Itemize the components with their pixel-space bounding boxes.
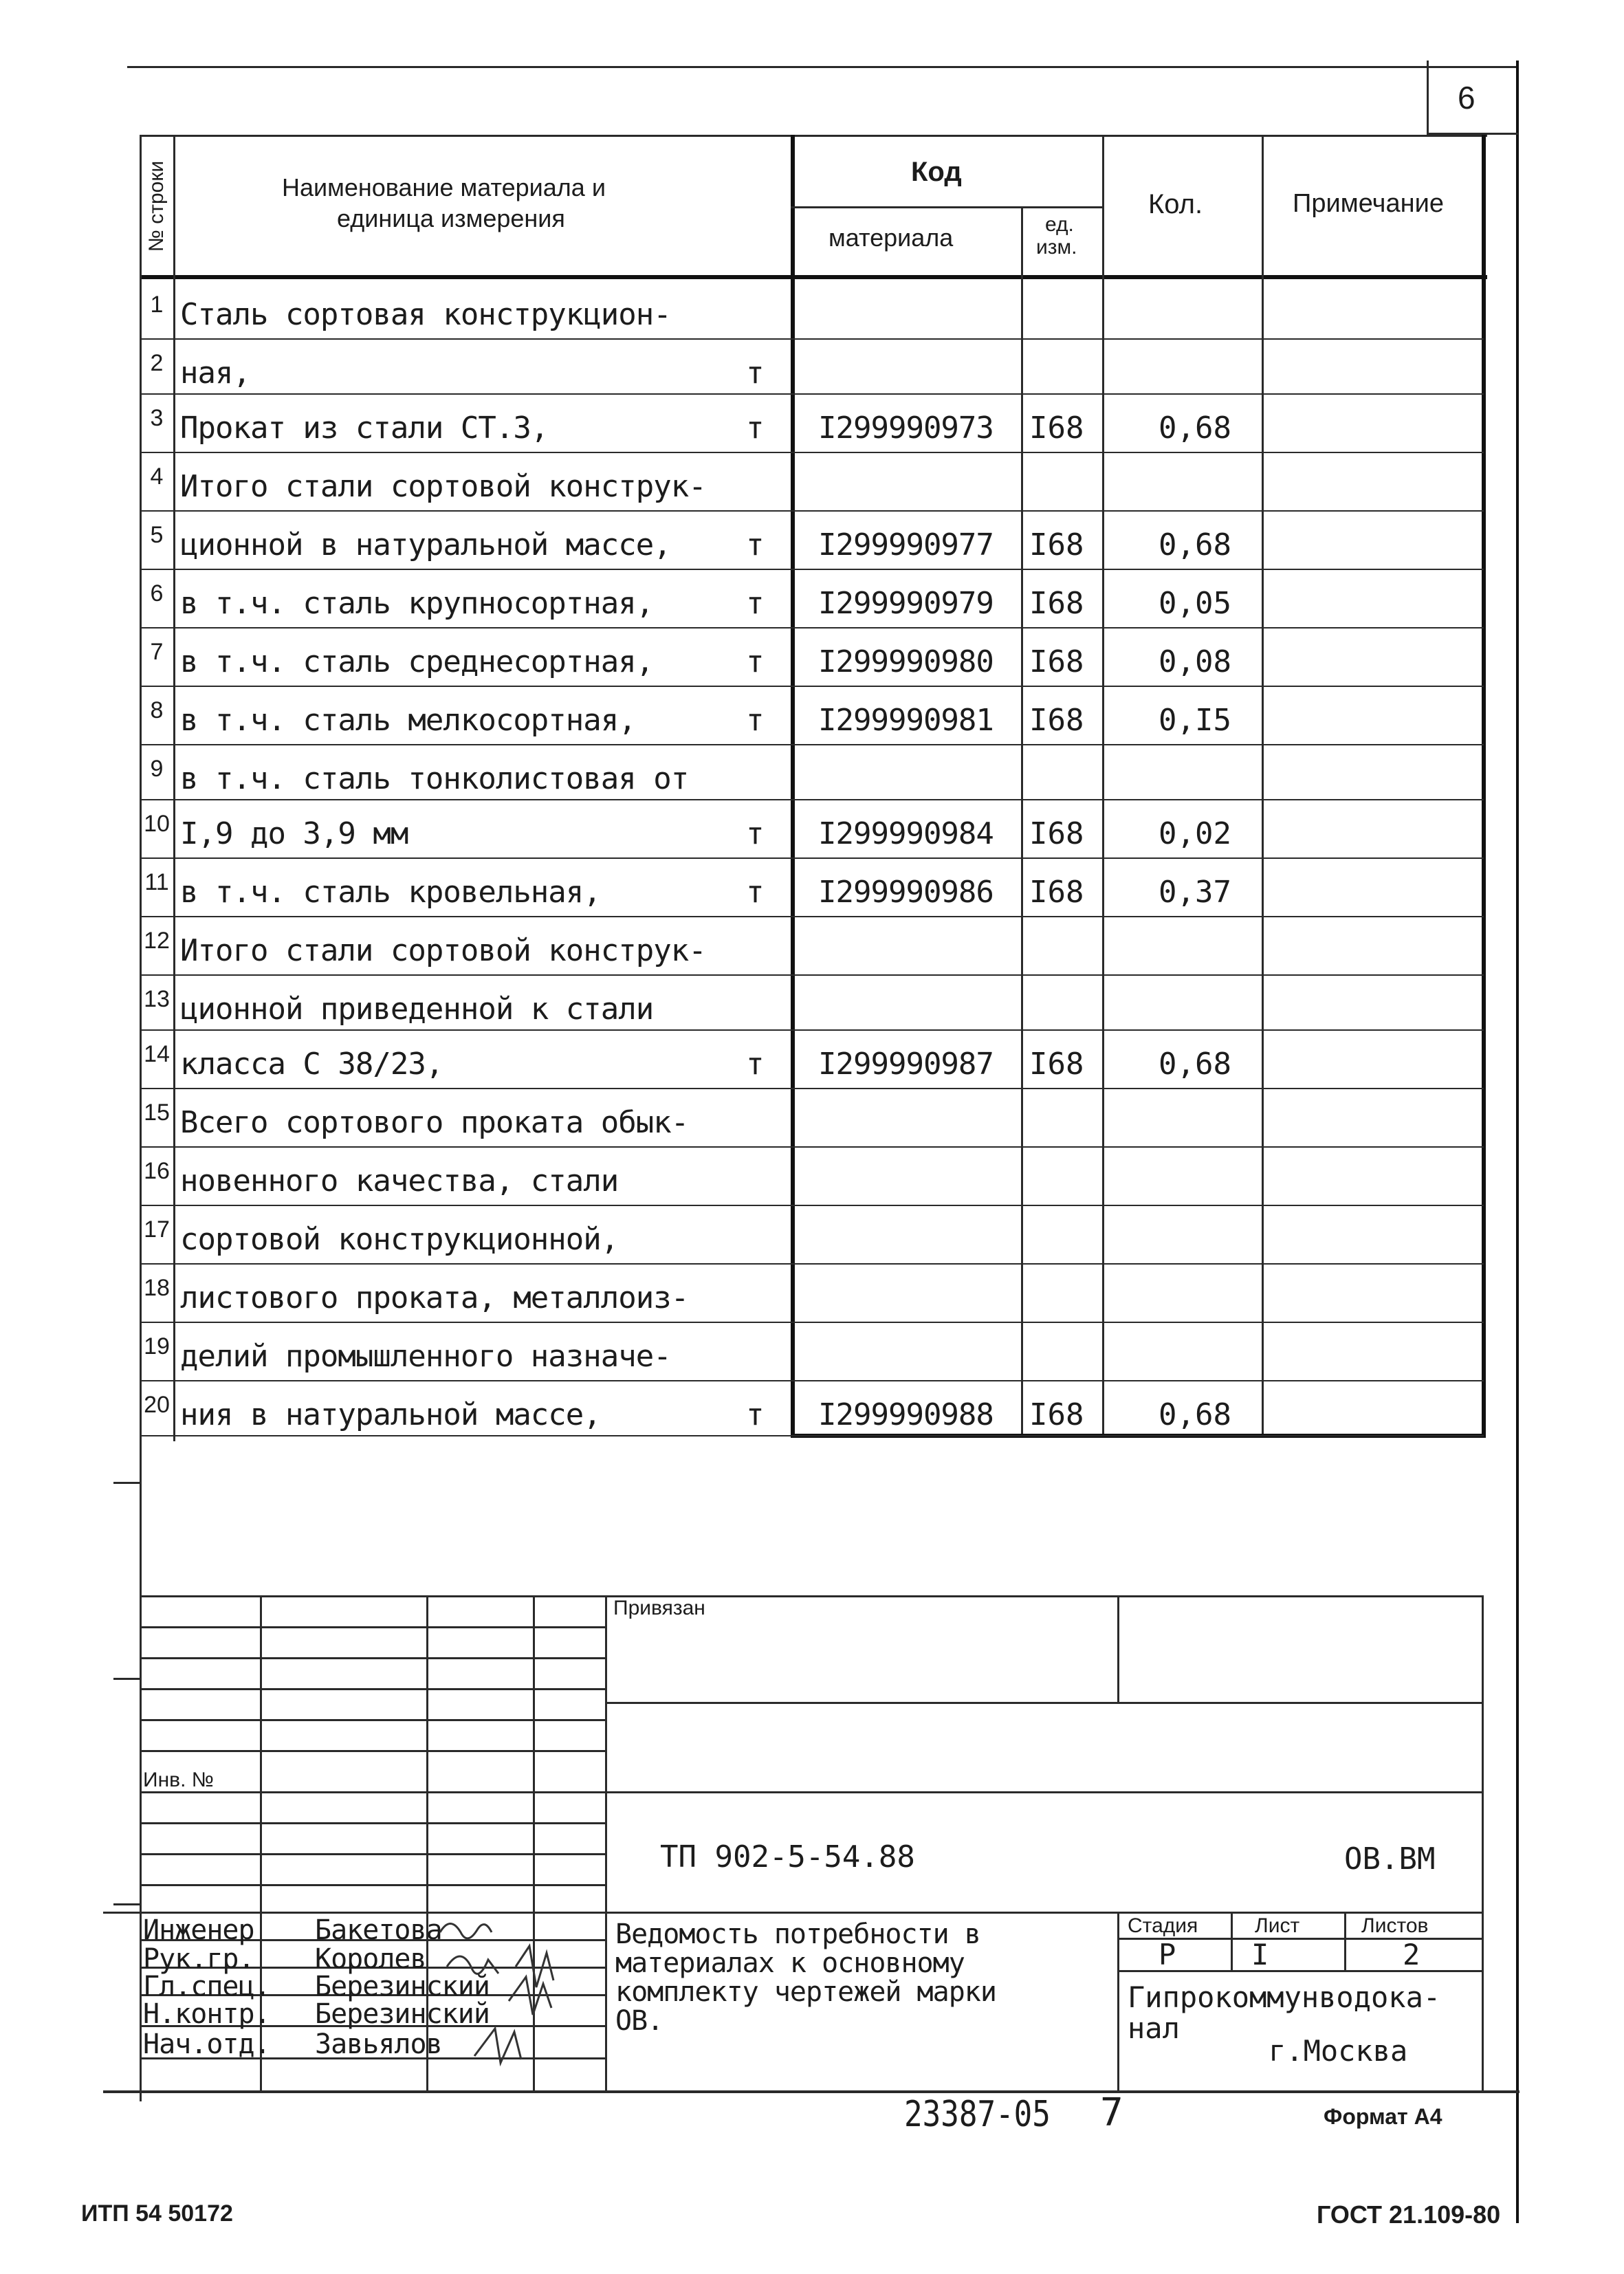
margin-tick-3 — [113, 1903, 141, 1905]
signature-name: Завьялов — [315, 2029, 442, 2060]
header-bottom-line — [140, 275, 1487, 279]
header-qty: Кол. — [1148, 189, 1203, 219]
signature-role: Гл.спец. — [143, 1971, 270, 2002]
org-city: г.Москва — [1269, 2034, 1408, 2068]
row-separator — [140, 1146, 1484, 1148]
signature-scribbles — [413, 1905, 619, 2090]
stamp-row-line-1 — [140, 1626, 605, 1628]
org-line2: нал — [1128, 2011, 1180, 2045]
row-separator — [140, 1380, 1484, 1381]
row-number: 1 — [150, 292, 164, 318]
stamp-row-line-10 — [103, 1912, 1484, 1914]
row-number: 6 — [150, 580, 164, 606]
row-number: 5 — [150, 522, 164, 548]
stamp-top-line — [140, 1595, 1484, 1597]
unit-qty-sep-line — [1102, 135, 1104, 1438]
row-name: в т.ч. сталь мелкосортная, — [180, 703, 636, 738]
row-name: ния в натуральной массе, — [180, 1397, 601, 1432]
signature-role: Инженер — [143, 1914, 254, 1946]
row-unit-code: I68 — [1029, 875, 1084, 910]
gost-label: ГОСТ 21.109-80 — [1317, 2200, 1501, 2229]
doc-code: ТП 902-5-54.88 — [660, 1839, 915, 1874]
header-unit-line1: ед. — [1045, 213, 1074, 236]
stamp-right-line — [1482, 1595, 1484, 2090]
row-name: листового проката, металлоиз- — [180, 1280, 689, 1315]
row-unit: т — [746, 586, 765, 621]
row-separator — [140, 1263, 1484, 1265]
row-name: Сталь сортовая конструкцион- — [180, 297, 671, 332]
row-name: ционной приведенной к стали — [180, 992, 654, 1027]
header-code: Код — [911, 157, 962, 187]
qty-note-sep-line — [1262, 135, 1264, 1438]
row-unit: т — [746, 411, 765, 446]
org-line1: Гипрокоммунводока- — [1128, 1980, 1441, 2014]
sheet-label: Лист — [1255, 1914, 1300, 1937]
row-separator — [140, 338, 1484, 340]
row-separator — [140, 744, 1484, 745]
stage-label: Стадия — [1128, 1914, 1198, 1937]
stamp-row-line-5 — [140, 1750, 605, 1752]
signature-role: Нач.отд. — [143, 2029, 270, 2060]
row-number: 13 — [144, 986, 170, 1012]
row-separator — [140, 627, 1484, 628]
signature-name: Березинский — [315, 1971, 490, 2002]
frame-bottom-line — [103, 2090, 1519, 2093]
header-note: Примечание — [1293, 189, 1444, 218]
table-left-line — [140, 135, 142, 1441]
code-left-line — [791, 135, 795, 1438]
row-code: I299990984 — [818, 816, 994, 851]
row-name: I,9 до 3,9 мм — [180, 816, 408, 851]
stamp-row-line-4 — [140, 1719, 605, 1721]
row-qty: 0,68 — [1159, 1397, 1231, 1432]
row-unit-code: I68 — [1029, 703, 1084, 738]
row-unit-code: I68 — [1029, 411, 1084, 446]
row-name: в т.ч. сталь среднесортная, — [180, 644, 654, 679]
row-number: 2 — [150, 350, 164, 376]
row-name: сортовой конструкционной, — [180, 1222, 619, 1257]
row-name: в т.ч. сталь крупносортная, — [180, 586, 654, 621]
header-unit-line2: изм. — [1036, 236, 1077, 259]
row-qty: 0,68 — [1159, 1047, 1231, 1082]
stage-col-sep-1 — [1231, 1912, 1233, 1970]
row-unit: т — [746, 527, 765, 562]
privyazan-sep — [1117, 1595, 1119, 1702]
row-number: 14 — [144, 1041, 170, 1067]
row-separator — [140, 569, 1484, 570]
row-qty: 0,37 — [1159, 875, 1231, 910]
row-unit: т — [746, 1397, 765, 1432]
row-separator — [140, 1322, 1484, 1323]
row-name: делий промышленного назначе- — [180, 1339, 671, 1374]
stamp-row-line-3 — [140, 1688, 605, 1690]
row-qty: 0,08 — [1159, 644, 1231, 679]
row-number: 20 — [144, 1392, 170, 1418]
doc-title-line: материалах к основному — [615, 1947, 965, 1979]
margin-tick-2 — [113, 1678, 141, 1680]
doc-mark: ОВ.ВМ — [1344, 1841, 1436, 1877]
row-code: I299990977 — [818, 527, 994, 562]
row-number: 11 — [144, 869, 169, 895]
frame-right-line — [1516, 61, 1519, 2223]
doc-title-line: комплекту чертежей марки — [615, 1976, 996, 2008]
privyazan-label: Привязан — [613, 1597, 705, 1619]
row-number: 17 — [144, 1216, 170, 1243]
row-name: Всего сортового проката обык- — [180, 1105, 689, 1140]
row-separator — [140, 510, 1484, 512]
row-unit: т — [746, 875, 765, 910]
handwritten-number: 23387-05 — [904, 2094, 1051, 2135]
sheet-value: I — [1251, 1938, 1269, 1971]
doc-title-line: Ведомость потребности в — [615, 1918, 980, 1950]
row-unit-code: I68 — [1029, 586, 1084, 621]
row-unit-code: I68 — [1029, 816, 1084, 851]
stamp-row-line-7 — [140, 1822, 605, 1824]
row-number: 19 — [144, 1333, 170, 1359]
row-unit: т — [746, 356, 765, 391]
row-number: 12 — [144, 928, 170, 954]
row-name: новенного качества, стали — [180, 1163, 619, 1199]
stamp-row-line-6 — [140, 1791, 1484, 1793]
privyazan-bottom-line — [605, 1702, 1484, 1704]
row-name: в т.ч. сталь кровельная, — [180, 875, 601, 910]
row-name: ная, — [180, 356, 250, 391]
stamp-row-line-9 — [140, 1884, 605, 1886]
row-number: 7 — [150, 639, 164, 665]
page-number: 6 — [1458, 80, 1475, 116]
row-separator — [140, 799, 1484, 800]
margin-tick-1 — [113, 1482, 141, 1484]
row-separator — [140, 974, 1484, 976]
inv-label: Инв. № — [143, 1769, 214, 1791]
row-separator — [140, 916, 1484, 917]
signature-name: Бакетова — [315, 1914, 442, 1946]
signature-name: Королев — [315, 1943, 426, 1975]
signature-role: Рук.гр. — [143, 1943, 254, 1975]
row-qty: 0,I5 — [1159, 703, 1231, 738]
row-code: I299990979 — [818, 586, 994, 621]
row-separator — [140, 393, 1484, 395]
row-number: 10 — [144, 811, 170, 837]
row-code: I299990988 — [818, 1397, 994, 1432]
row-separator — [140, 1029, 1484, 1031]
row-qty: 0,68 — [1159, 411, 1231, 446]
row-number: 18 — [144, 1275, 170, 1301]
table-top-line — [140, 135, 1487, 137]
sheets-value: 2 — [1403, 1938, 1420, 1971]
row-separator — [140, 857, 1484, 859]
row-unit-code: I68 — [1029, 644, 1084, 679]
row-qty: 0,68 — [1159, 527, 1231, 562]
stamp-row-line-2 — [140, 1657, 605, 1659]
row-number: 16 — [144, 1158, 170, 1184]
row-number: 9 — [150, 756, 164, 782]
row-separator — [140, 1088, 1484, 1089]
note-right-line — [1482, 135, 1486, 1438]
row-unit: т — [746, 1047, 765, 1082]
header-name-line1: Наименование материала и — [282, 173, 606, 201]
row-name: Итого стали сортовой конструк- — [180, 933, 706, 968]
row-separator — [140, 452, 1484, 453]
stage-col-sep-2 — [1344, 1912, 1346, 1970]
stamp-row-line-8 — [140, 1853, 605, 1855]
code-unit-sep-line — [1021, 206, 1023, 1438]
row-name: ционной в натуральной массе, — [180, 527, 671, 562]
signature-role: Н.контр. — [143, 1998, 270, 2030]
code-subheader-line — [791, 206, 1104, 208]
rownum-sep-line — [173, 135, 175, 1441]
row-code: I299990973 — [818, 411, 994, 446]
header-row-no: № строки — [145, 160, 168, 252]
stage-value: Р — [1159, 1938, 1176, 1971]
row-qty: 0,05 — [1159, 586, 1231, 621]
row-separator — [140, 1435, 1484, 1436]
row-unit: т — [746, 703, 765, 738]
handwritten-sheet: 7 — [1100, 2090, 1123, 2135]
doc-title-line: ОВ. — [615, 2005, 663, 2037]
row-name: класса С 38/23, — [180, 1047, 443, 1082]
row-unit-code: I68 — [1029, 1397, 1084, 1432]
row-separator — [140, 1205, 1484, 1206]
row-number: 15 — [144, 1100, 170, 1126]
header-name-line2: единица измерения — [337, 204, 565, 232]
stamp-left-line — [140, 1441, 142, 2101]
row-code: I299990986 — [818, 875, 994, 910]
frame-top-line — [127, 66, 1516, 68]
row-code: I299990980 — [818, 644, 994, 679]
row-name: Прокат из стали СТ.3, — [180, 411, 549, 446]
row-code: I299990981 — [818, 703, 994, 738]
row-name: в т.ч. сталь тонколистовая от — [180, 761, 689, 796]
row-unit-code: I68 — [1029, 527, 1084, 562]
row-unit: т — [746, 816, 765, 851]
sheets-label: Листов — [1361, 1914, 1429, 1937]
signature-name: Березинский — [315, 1998, 490, 2030]
left-code: ИТП 54 50172 — [81, 2200, 233, 2227]
row-unit: т — [746, 644, 765, 679]
row-number: 3 — [150, 405, 164, 431]
row-number: 8 — [150, 697, 164, 723]
row-code: I299990987 — [818, 1047, 994, 1082]
row-separator — [140, 686, 1484, 687]
row-number: 4 — [150, 463, 164, 490]
format-label: Формат А4 — [1324, 2104, 1442, 2129]
page-number-box-left — [1427, 61, 1429, 135]
row-unit-code: I68 — [1029, 1047, 1084, 1082]
row-qty: 0,02 — [1159, 816, 1231, 851]
row-name: Итого стали сортовой конструк- — [180, 469, 706, 504]
header-code-material: материала — [829, 223, 954, 252]
